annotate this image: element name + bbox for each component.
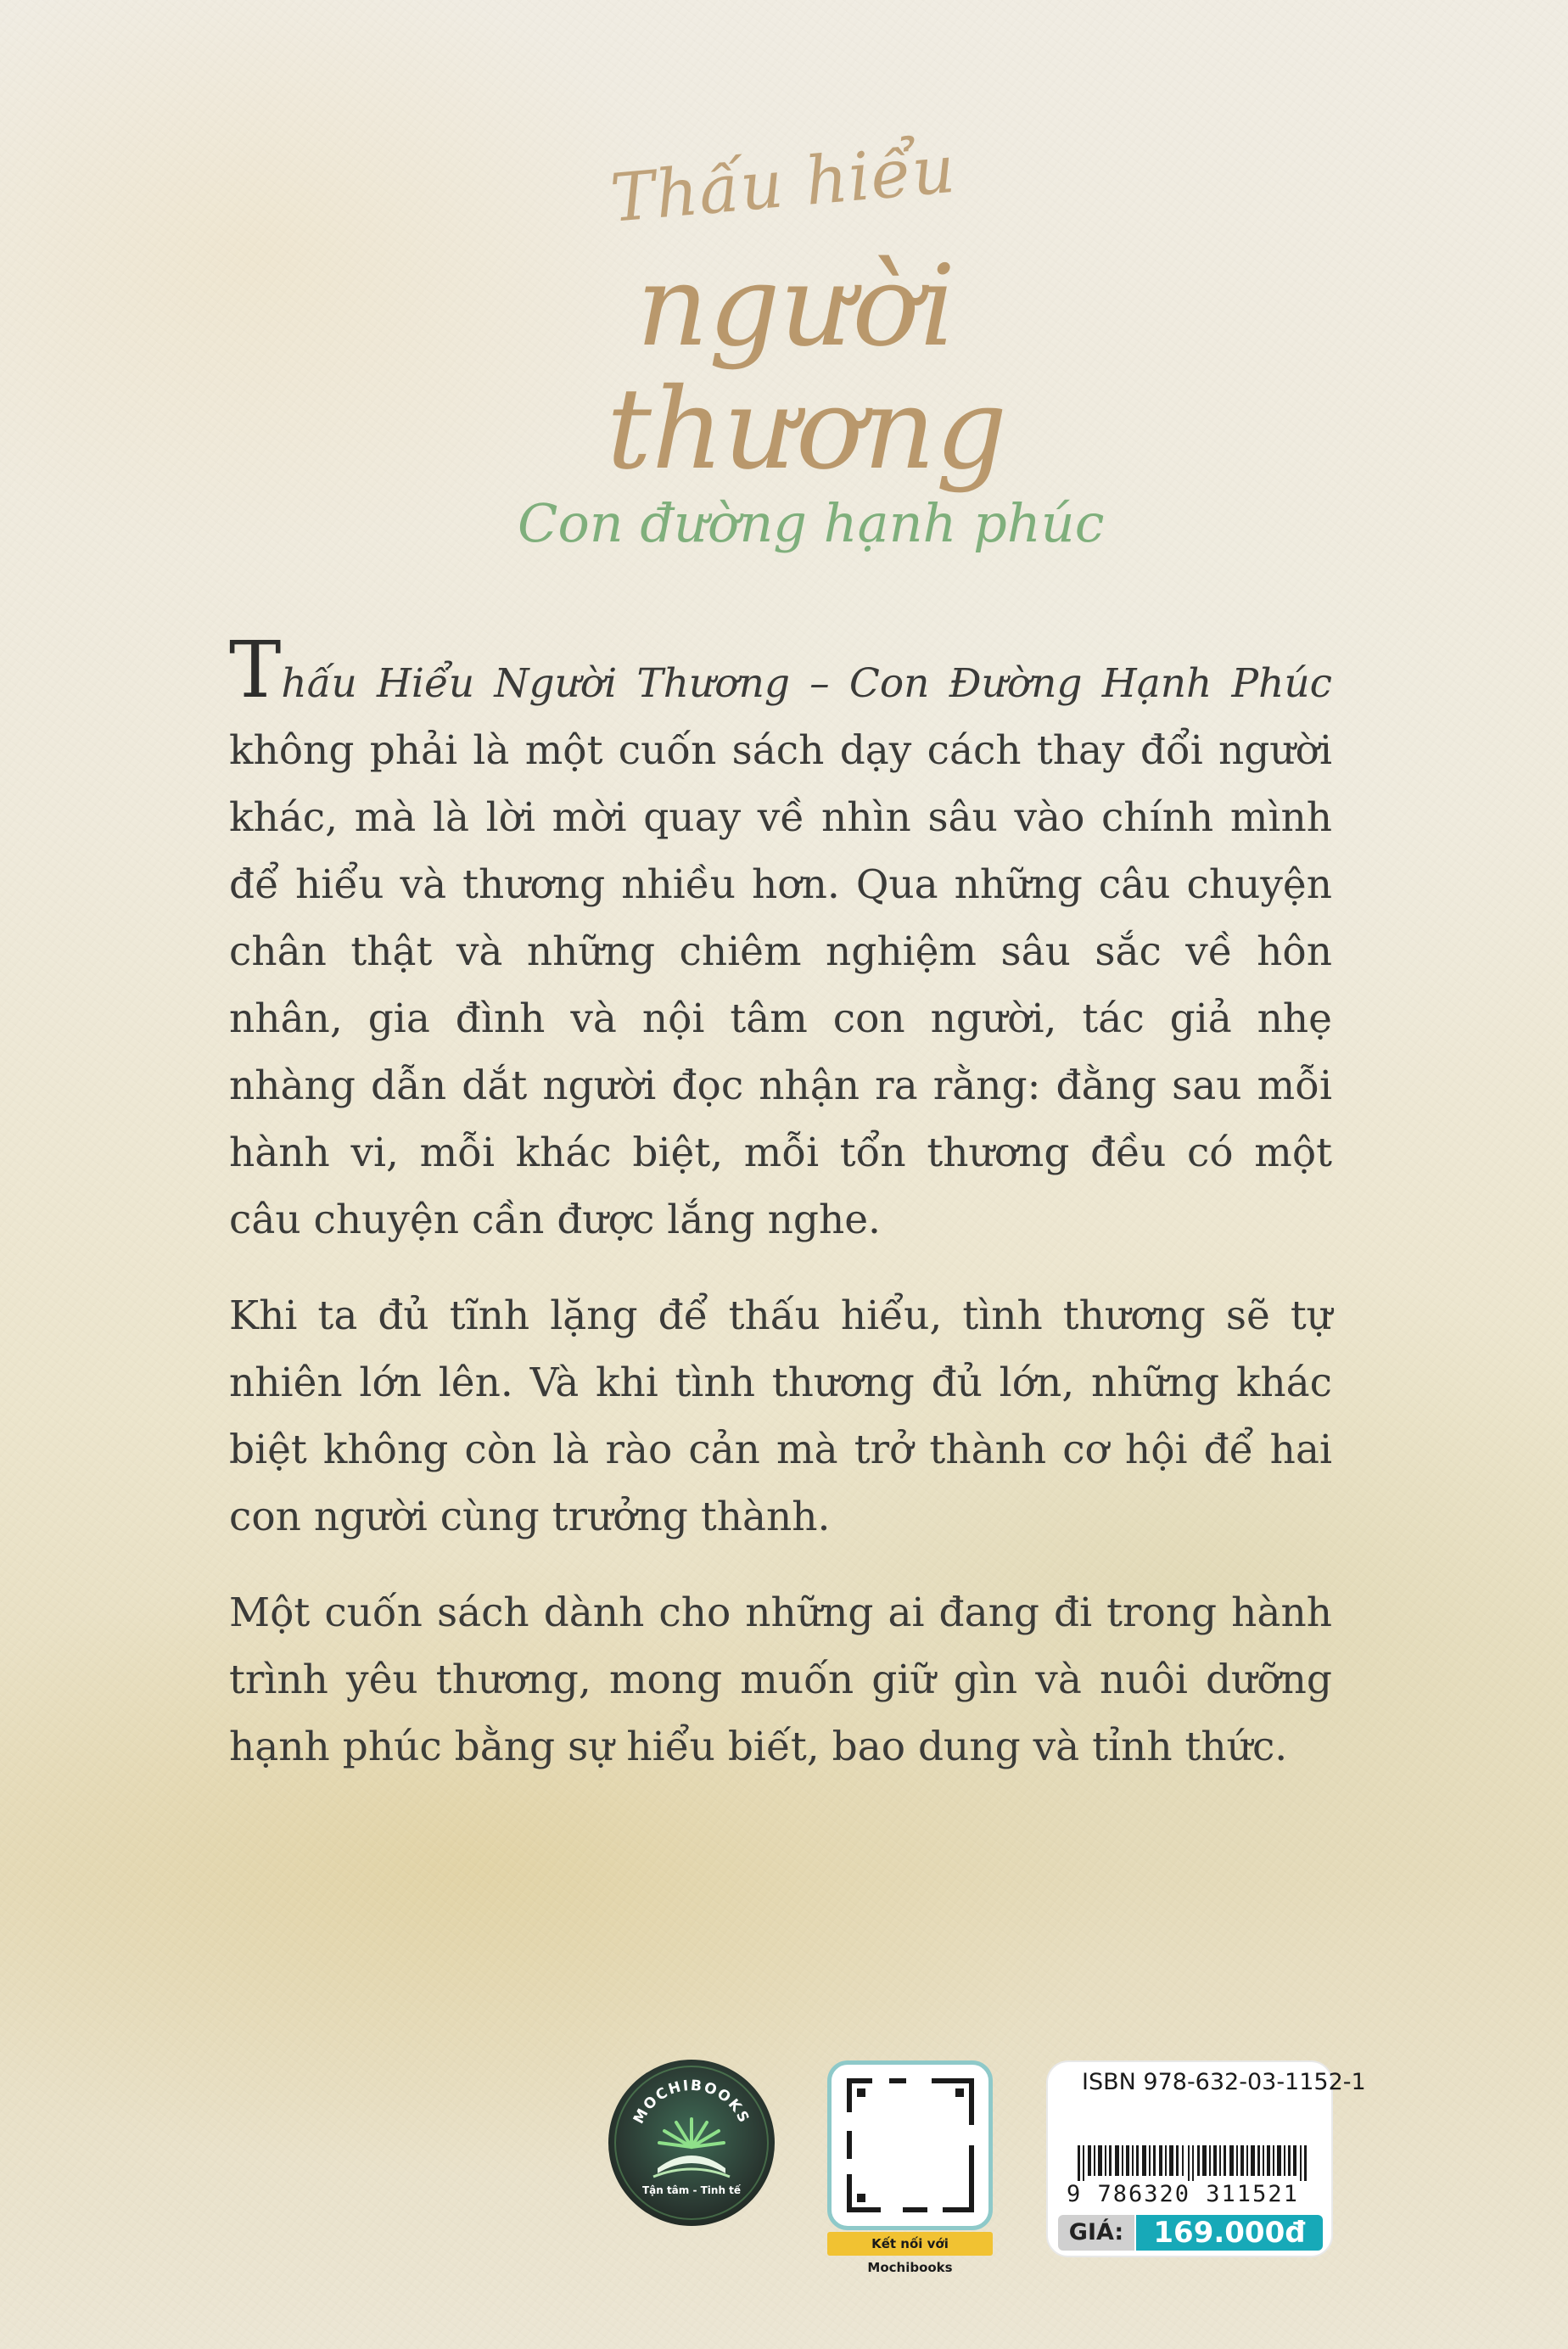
title-line-2: người <box>636 241 956 372</box>
blurb-paragraph-1-text: không phải là một cuốn sách dạy cách thay đổi người khác, mà là lời mời quay về nhìn sâu vào chính mình để hiểu và thương nhiều hơn. Qua những câu chuyện chân thật và những chiêm nghiệm sâu sắc về hôn nhân, gia đình và nội tâm con người, tác giả nhẹ nhàng dẫn dắt người đọc nhận ra rằng: đằng sau mỗi hành vi, mỗi khác biệt, mỗi tổn thương đều có một câu chuyện cần được lắng nghe. <box>229 727 1332 1243</box>
subtitle: Con đường hạnh phúc <box>518 492 1105 554</box>
logo-slogan: Tận tâm - Tinh tế <box>641 2184 742 2196</box>
price-row <box>1058 2215 1325 2251</box>
logo-brand-text: MOCHIBOOKS <box>630 2077 753 2128</box>
title-line-3: thương <box>607 364 1008 495</box>
price-value: 169.000đ <box>1136 2215 1323 2251</box>
blurb-paragraph-1 <box>229 625 1332 1253</box>
title-line-1: Thấu hiểu <box>608 131 959 238</box>
blurb-lead-title: hấu Hiểu Người Thương – Con Đường Hạnh Phúc <box>281 660 1332 707</box>
qr-code-badge[interactable] <box>827 2060 993 2275</box>
isbn-price-sticker <box>1046 2060 1366 2257</box>
qr-code-icon <box>847 2078 974 2212</box>
price-label: GIÁ: <box>1058 2215 1134 2251</box>
qr-caption: Kết nối với Mochibooks <box>827 2232 993 2256</box>
barcode-icon <box>1078 2145 1315 2181</box>
blurb-paragraph-2: Khi ta đủ tĩnh lặng để thấu hiểu, tình thương sẽ tự nhiên lớn lên. Và khi tình thương đủ lớn, những khác biệt không còn là rào cản mà trở thành cơ hội để hai con người cùng trưởng thành. <box>229 1292 1332 1540</box>
drop-cap: T <box>229 625 282 715</box>
mochibooks-logo <box>607 2058 776 2228</box>
blurb-paragraph-3: Một cuốn sách dành cho những ai đang đi trong hành trình yêu thương, mong muốn giữ gìn và nuôi dưỡng hạnh phúc bằng sự hiểu biết, bao dung và tỉnh thức. <box>229 1589 1332 1770</box>
qr-code-frame <box>827 2060 993 2230</box>
blurb <box>229 625 1332 1809</box>
barcode-digits: 9 786320 311521 <box>1067 2181 1299 2207</box>
isbn-label: ISBN 978-632-03-1152-1 <box>1082 2069 1366 2095</box>
